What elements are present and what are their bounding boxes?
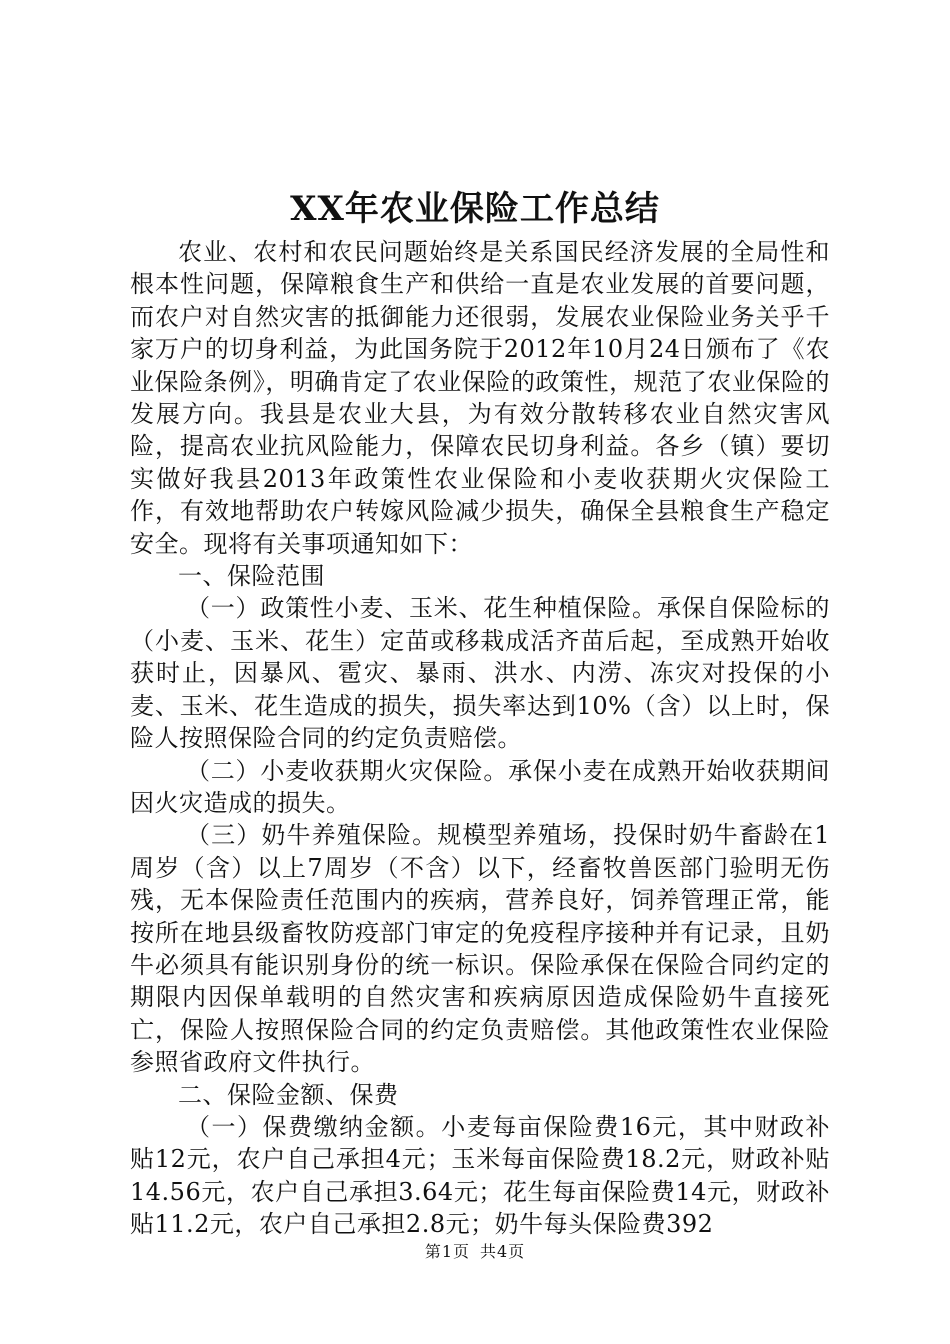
section-heading-scope: 一、保险范围 [178, 562, 325, 591]
section-heading-amount: 二、保险金额、保费 [178, 1080, 399, 1109]
paragraph-crop-insurance: （一）政策性小麦、玉米、花生种植保险。承保自保险标的（小麦、玉米、花生）定苗或移栽成活齐苗后起，至成熟开始收获时止，因暴风、雹灾、暴雨、洪水、内涝、冻灾对投保的小麦、玉米、花生造成的损失，损失率达到10%（含）以上时，保险人按照保险合同的约定负责赔偿。 [130, 594, 830, 753]
paragraph-fire-insurance: （二）小麦收获期火灾保险。承保小麦在成熟开始收获期间因火灾造成的损失。 [130, 756, 830, 817]
document-body [130, 236, 830, 1241]
paragraph-cow-insurance: （三）奶牛养殖保险。规模型养殖场，投保时奶牛畜龄在1周岁（含）以上7周岁（不含）以下，经畜牧兽医部门验明无伤残，无本保险责任范围内的疾病，营养良好，饲养管理正常，能按所在地县级畜牧防疫部门审定的免疫程序接种并有记录，且奶牛必须具有能识别身份的统一标识。保险承保在保险合同约定的期限内因保单载明的自然灾害和疾病原因造成保险奶牛直接死亡，保险人按照保险合同的约定负责赔偿。其他政策性农业保险参照省政府文件执行。 [130, 821, 830, 1077]
page-footer [0, 1240, 950, 1264]
document-title: XX年农业保险工作总结 [290, 189, 660, 229]
paragraph-premium-amount: （一）保费缴纳金额。小麦每亩保险费16元，其中财政补贴12元，农户自己承担4元；玉米每亩保险费18.2元，财政补贴14.56元，农户自己承担3.64元；花生每亩保险费14元，财政补贴11.2元，农户自己承担2.8元；奶牛每头保险费392 [130, 1112, 830, 1239]
intro-paragraph: 农业、农村和农民问题始终是关系国民经济发展的全局性和根本性问题，保障粮食生产和供给一直是农业发展的首要问题，而农户对自然灾害的抵御能力还很弱，发展农业保险业务关乎千家万户的切身利益，为此国务院于2012年10月24日颁布了《农业保险条例》，明确肯定了农业保险的政策性，规范了农业保险的发展方向。我县是农业大县，为有效分散转移农业自然灾害风险，提高农业抗风险能力，保障农民切身利益。各乡（镇）要切实做好我县2013年政策性农业保险和小麦收获期火灾保险工作，有效地帮助农户转嫁风险减少损失，确保全县粮食生产稳定安全。现将有关事项通知如下： [130, 238, 830, 558]
page-number: 第1页 [424, 1242, 470, 1261]
page-total: 共4页 [480, 1242, 526, 1261]
